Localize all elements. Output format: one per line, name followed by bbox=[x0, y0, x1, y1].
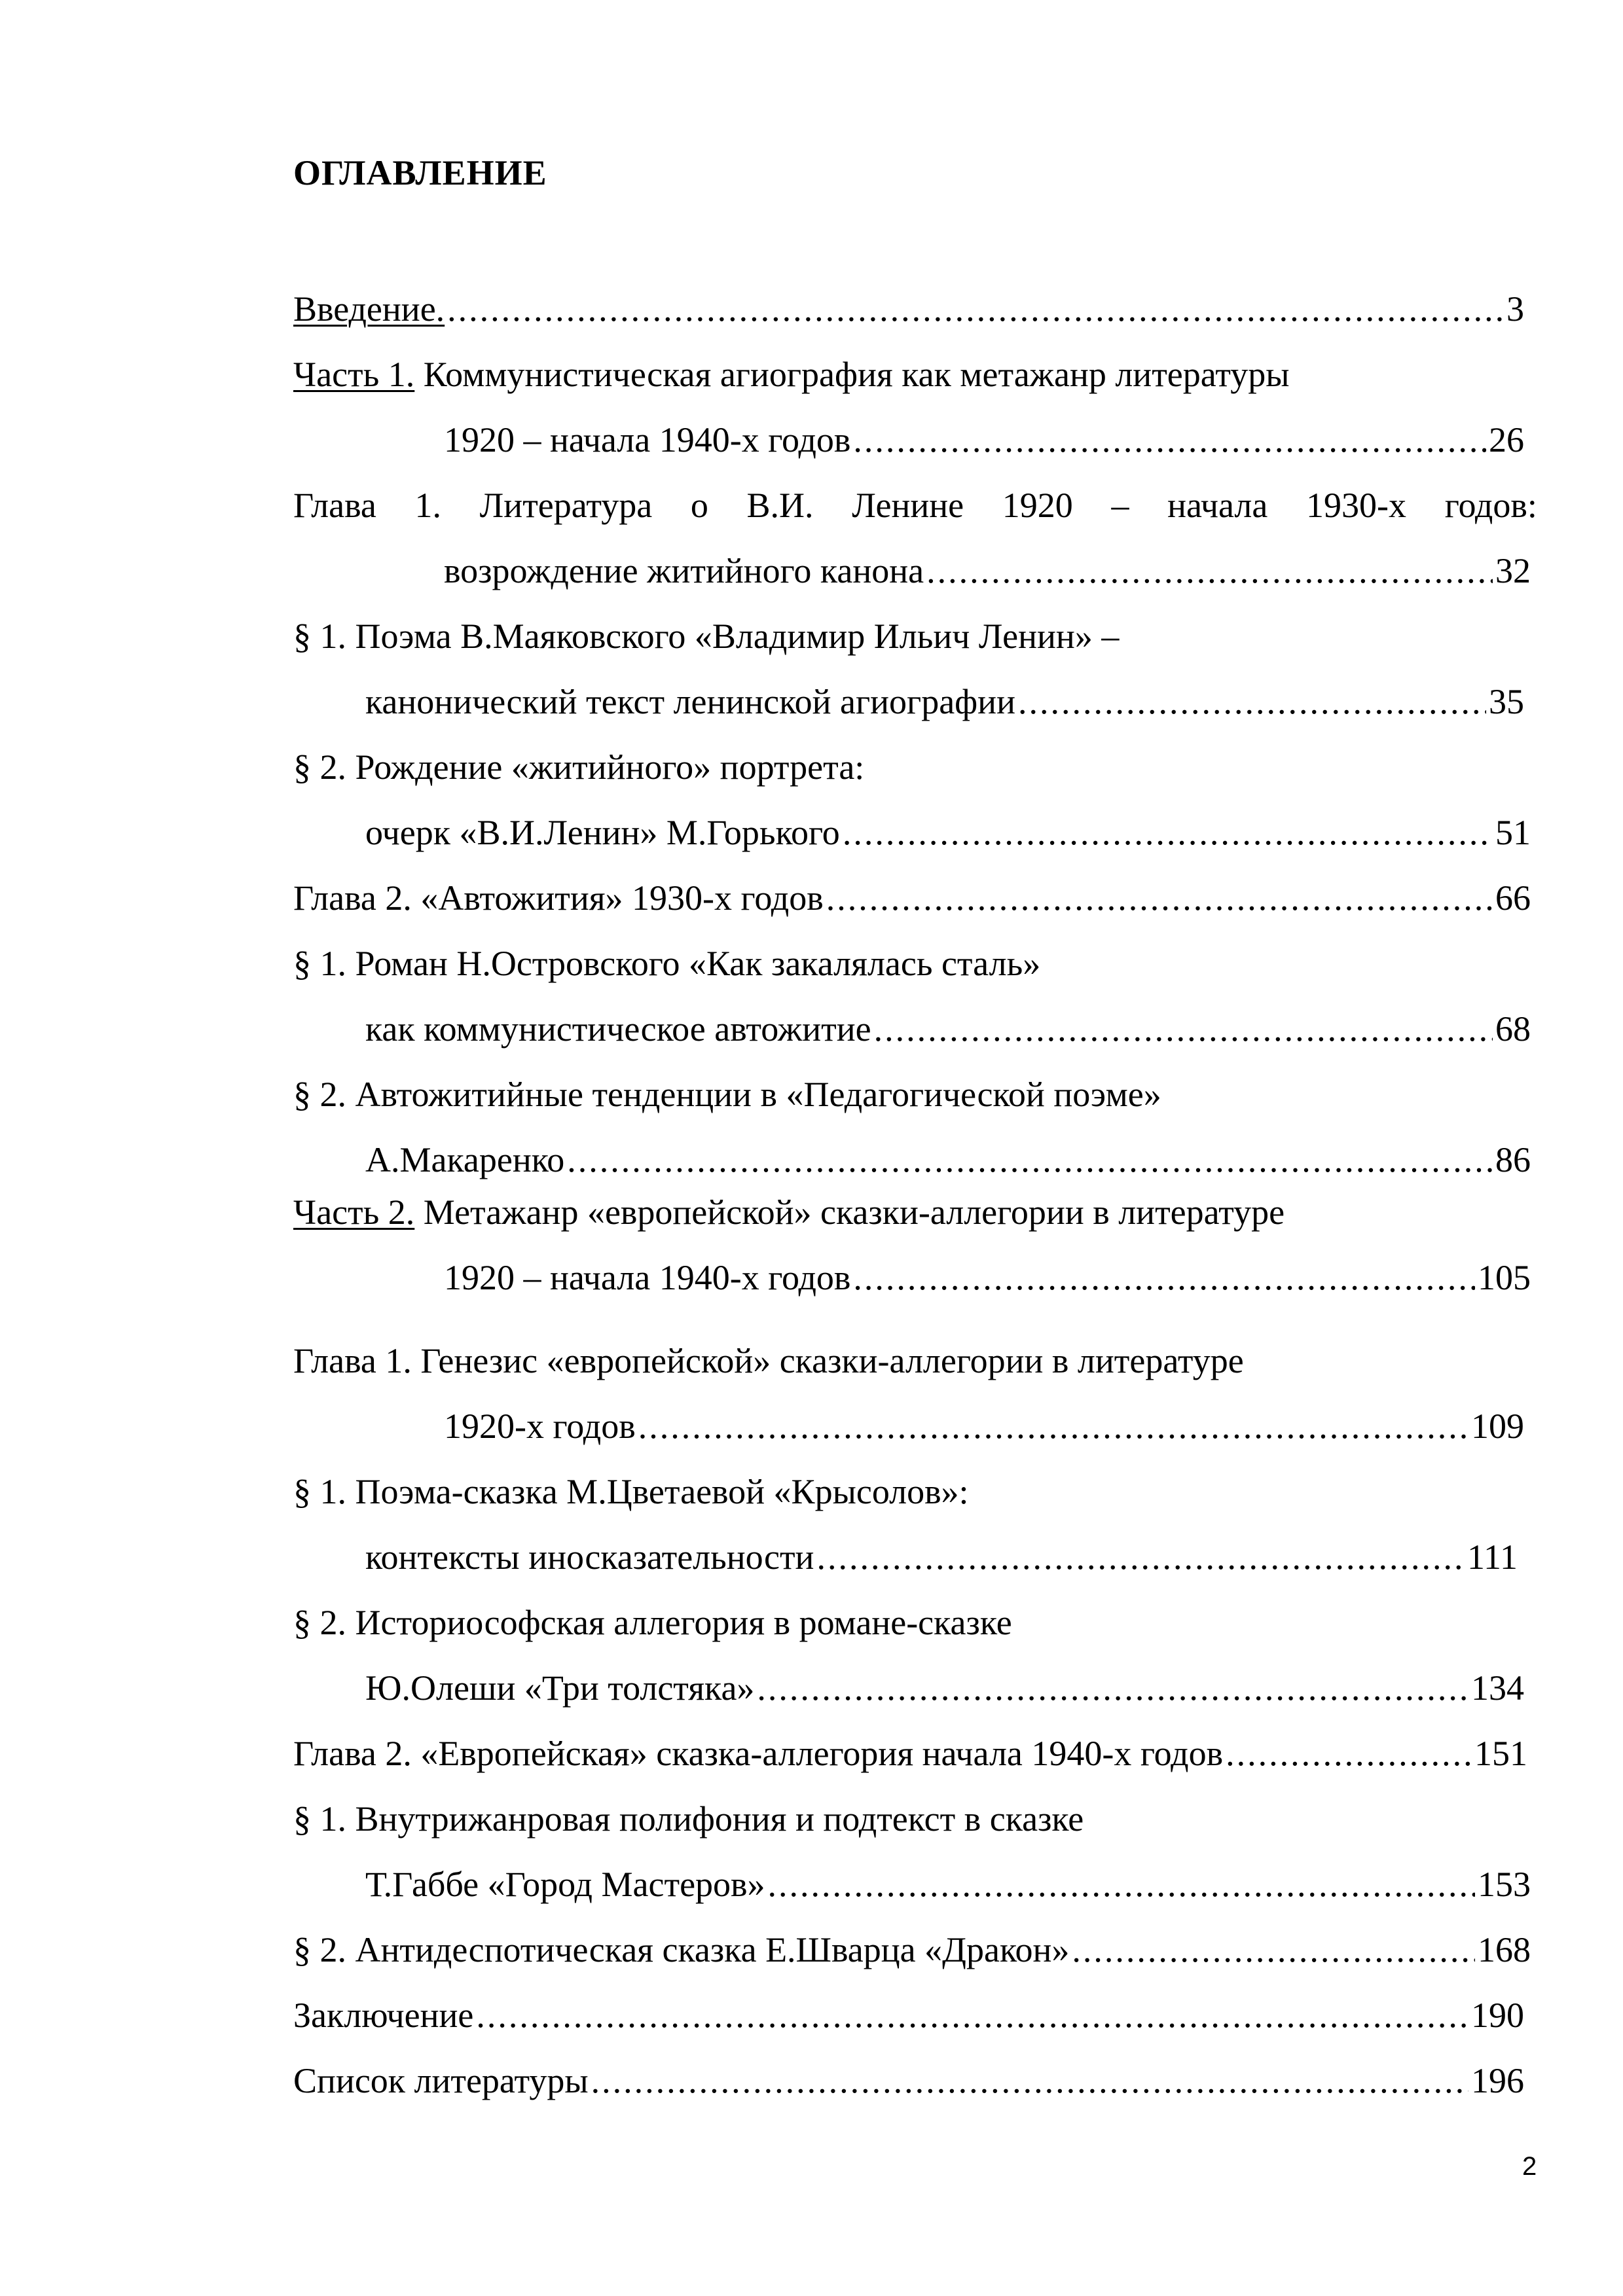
word: – bbox=[1111, 486, 1129, 525]
word: 1. bbox=[414, 486, 441, 525]
word: 1930-х bbox=[1306, 486, 1407, 525]
section-title: § 2. Автожитийные тенденции в «Педагогической поэме» bbox=[293, 1075, 1161, 1114]
dot-leader bbox=[1018, 679, 1486, 725]
part-title: Коммунистическая агиография как метажанр литературы bbox=[423, 355, 1290, 394]
word: годов: bbox=[1444, 486, 1537, 525]
section-title: § 1. Поэма В.Маяковского «Владимир Ильич Ленин» – bbox=[293, 617, 1120, 656]
section-title-continued: контексты иносказательности bbox=[365, 1537, 814, 1577]
toc-page-number: 196 bbox=[1471, 2061, 1524, 2100]
toc-page-number: 3 bbox=[1506, 289, 1524, 329]
toc-page-number: 86 bbox=[1495, 1140, 1531, 1179]
toc-page-number: 111 bbox=[1467, 1537, 1518, 1577]
dot-leader bbox=[1072, 1927, 1475, 1973]
toc-entry-part2-cont bbox=[444, 1255, 1531, 1300]
dot-leader bbox=[874, 1006, 1493, 1052]
toc-entry-p2-ch2-s1-cont bbox=[365, 1861, 1531, 1907]
section-title: § 2. Историософская аллегория в романе-сказке bbox=[293, 1603, 1012, 1642]
entry-title: Заключение bbox=[293, 1996, 474, 2035]
entry-title: Список литературы bbox=[293, 2061, 589, 2100]
part-label[interactable]: Часть 1. bbox=[293, 355, 415, 394]
toc-entry-part1-cont bbox=[444, 417, 1524, 463]
toc-page-number: 51 bbox=[1495, 813, 1531, 852]
toc-entry-p2-ch2-s1[interactable] bbox=[293, 1796, 1084, 1842]
toc-entry-p2-ch2[interactable] bbox=[293, 1731, 1527, 1776]
toc-entry-p1-ch2-s2-cont bbox=[365, 1137, 1531, 1183]
chapter-title: Глава 2. «Европейская» сказка-аллегория начала 1940-х годов bbox=[293, 1734, 1224, 1773]
chapter-title-continued: возрождение житийного канона bbox=[444, 551, 924, 590]
page-number: 2 bbox=[1522, 2152, 1537, 2181]
dot-leader bbox=[638, 1403, 1468, 1449]
section-title: § 1. Роман Н.Островского «Как закалялась сталь» bbox=[293, 944, 1041, 983]
toc-page-number: 190 bbox=[1471, 1996, 1524, 2035]
toc-page-number: 105 bbox=[1478, 1258, 1531, 1297]
toc-entry-p1-ch2[interactable] bbox=[293, 875, 1531, 921]
toc-page-number: 168 bbox=[1478, 1930, 1531, 1969]
word: 1920 bbox=[1002, 486, 1073, 525]
toc-page-number: 26 bbox=[1489, 420, 1524, 459]
toc-page-number: 66 bbox=[1495, 878, 1531, 918]
toc-entry-p2-ch1-s1-cont bbox=[365, 1534, 1518, 1580]
dot-leader bbox=[757, 1665, 1468, 1711]
section-title: § 2. Рождение «житийного» портрета: bbox=[293, 747, 865, 787]
toc-entry-part2[interactable] bbox=[293, 1189, 1285, 1235]
toc-entry-p1-ch1-s2-cont bbox=[365, 810, 1531, 855]
part-title-continued: 1920 – начала 1940-х годов bbox=[444, 1258, 851, 1297]
section-title-continued: А.Макаренко bbox=[365, 1140, 565, 1179]
toc-entry-part1[interactable] bbox=[293, 351, 1290, 397]
section-title-continued: как коммунистическое автожитие bbox=[365, 1009, 871, 1049]
toc-entry-p1-ch1-cont bbox=[444, 548, 1531, 594]
toc-page-number: 35 bbox=[1489, 682, 1524, 721]
toc-entry-conclusion[interactable] bbox=[293, 1992, 1524, 2038]
toc-entry-p2-ch1-cont bbox=[444, 1403, 1524, 1449]
dot-leader bbox=[853, 417, 1486, 463]
word: Глава bbox=[293, 486, 376, 525]
section-title-continued: канонический текст ленинской агиографии bbox=[365, 682, 1015, 721]
toc-entry-p1-ch1-s1[interactable] bbox=[293, 613, 1119, 659]
section-title-continued: Т.Габбе «Город Мастеров» bbox=[365, 1865, 765, 1904]
word: начала bbox=[1167, 486, 1268, 525]
toc-entry-p1-ch2-s1[interactable] bbox=[293, 941, 1040, 986]
section-title: § 1. Поэма-сказка М.Цветаевой «Крысолов»: bbox=[293, 1472, 969, 1511]
section-title: § 1. Внутрижанровая полифония и подтекст в сказке bbox=[293, 1799, 1084, 1839]
toc-entry-p2-ch1-s2[interactable] bbox=[293, 1600, 1012, 1645]
toc-entry-p2-ch1-s2-cont bbox=[365, 1665, 1524, 1711]
word: о bbox=[690, 486, 708, 525]
part-title: Метажанр «европейской» сказки-аллегории в литературе bbox=[423, 1193, 1285, 1232]
dot-leader bbox=[826, 875, 1493, 921]
dot-leader bbox=[853, 1255, 1475, 1300]
toc-entry-label[interactable]: Введение. bbox=[293, 289, 445, 329]
toc-entry-p1-ch1[interactable] bbox=[293, 482, 1537, 528]
toc-entry-bibliography[interactable] bbox=[293, 2058, 1524, 2104]
word: Литература bbox=[479, 486, 653, 525]
chapter-title: Глава 2. «Автожития» 1930-х годов bbox=[293, 878, 824, 918]
toc-entry-p2-ch1[interactable] bbox=[293, 1338, 1244, 1384]
toc-entry-p1-ch1-s2[interactable] bbox=[293, 744, 864, 790]
dot-leader bbox=[1226, 1731, 1472, 1776]
section-title-continued: Ю.Олеши «Три толстяка» bbox=[365, 1668, 755, 1708]
part-label[interactable]: Часть 2. bbox=[293, 1193, 415, 1232]
dot-leader bbox=[768, 1861, 1475, 1907]
section-title: § 2. Антидеспотическая сказка Е.Шварца «Дракон» bbox=[293, 1930, 1070, 1969]
dot-leader bbox=[447, 286, 1504, 332]
toc-entry-p1-ch2-s2[interactable] bbox=[293, 1071, 1161, 1117]
dot-leader bbox=[843, 810, 1493, 855]
part-title-continued: 1920 – начала 1940-х годов bbox=[444, 420, 851, 459]
toc-entry-intro[interactable] bbox=[293, 286, 1524, 332]
word: Ленине bbox=[852, 486, 964, 525]
dot-leader bbox=[567, 1137, 1493, 1183]
toc-entry-p1-ch2-s1-cont bbox=[365, 1006, 1531, 1052]
dot-leader bbox=[476, 1992, 1468, 2038]
section-title-continued: очерк «В.И.Ленин» М.Горького bbox=[365, 813, 840, 852]
toc-page-number: 153 bbox=[1478, 1865, 1531, 1904]
dot-leader bbox=[591, 2058, 1468, 2104]
toc-page-number: 68 bbox=[1495, 1009, 1531, 1049]
toc-page-number: 32 bbox=[1495, 551, 1531, 590]
chapter-title-continued: 1920-х годов bbox=[444, 1407, 636, 1446]
word: В.И. bbox=[746, 486, 814, 525]
toc-entry-p2-ch1-s1[interactable] bbox=[293, 1469, 969, 1515]
dot-leader bbox=[816, 1534, 1465, 1580]
chapter-title: Глава 1. Генезис «европейской» сказки-аллегории в литературе bbox=[293, 1341, 1244, 1380]
page-title: ОГЛАВЛЕНИЕ bbox=[293, 153, 547, 192]
toc-entry-p1-ch1-s1-cont bbox=[365, 679, 1524, 725]
toc-entry-p2-ch2-s2[interactable] bbox=[293, 1927, 1531, 1973]
toc-page-number: 134 bbox=[1471, 1668, 1524, 1708]
dot-leader bbox=[926, 548, 1493, 594]
toc-page-number: 109 bbox=[1471, 1407, 1524, 1446]
toc-page-number: 151 bbox=[1474, 1734, 1527, 1773]
